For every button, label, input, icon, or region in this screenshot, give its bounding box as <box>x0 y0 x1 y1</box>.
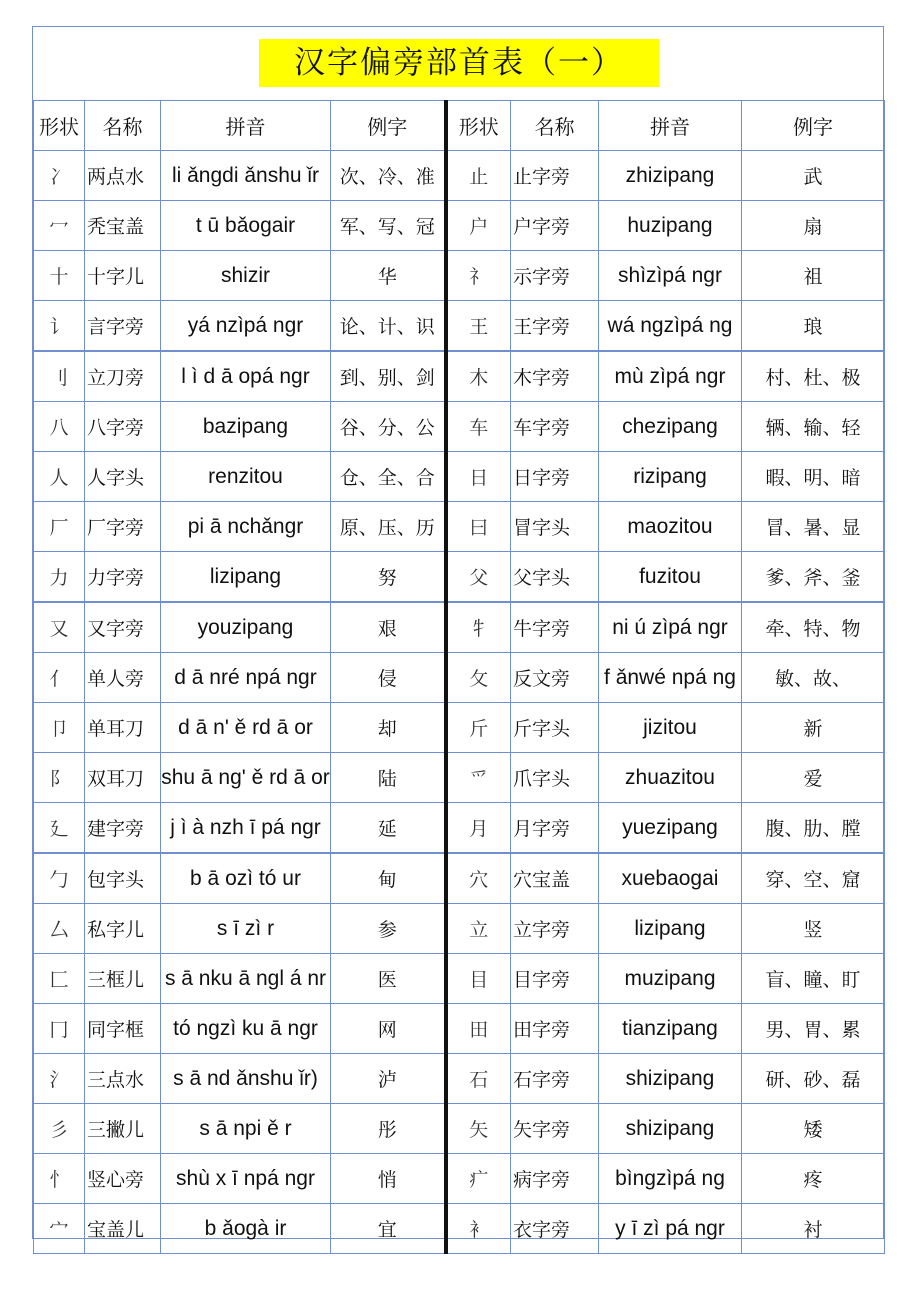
left-name-cell: 私字儿 <box>85 904 161 954</box>
left-examples-cell: 医 <box>331 954 446 1004</box>
right-shape-cell: 石 <box>446 1054 511 1104</box>
right-name-cell: 冒字头 <box>511 502 599 552</box>
right-pinyin-cell: zhuazitou <box>599 753 742 803</box>
right-pinyin-cell: y ī zì pá ngr <box>599 1204 742 1254</box>
right-shape-cell: 木 <box>446 351 511 402</box>
right-examples-cell: 男、胃、累 <box>742 1004 885 1054</box>
right-pinyin-cell: chezipang <box>599 402 742 452</box>
left-examples-cell: 努 <box>331 552 446 603</box>
right-shape-cell: 王 <box>446 301 511 352</box>
left-shape-cell: 氵 <box>34 1054 85 1104</box>
table-row <box>34 1104 885 1154</box>
left-examples-cell: 论、计、识 <box>331 301 446 352</box>
right-name-cell: 斤字头 <box>511 703 599 753</box>
right-examples-cell: 敏、故、 <box>742 653 885 703</box>
right-shape-cell: 矢 <box>446 1104 511 1154</box>
table-row <box>34 151 885 201</box>
right-name-cell: 矢字旁 <box>511 1104 599 1154</box>
left-name-cell: 言字旁 <box>85 301 161 352</box>
right-examples-cell: 武 <box>742 151 885 201</box>
right-pinyin-cell: ni ú zìpá ngr <box>599 602 742 653</box>
right-shape-cell: 衤 <box>446 1204 511 1254</box>
right-pinyin-cell: maozitou <box>599 502 742 552</box>
left-pinyin-cell: youzipang <box>161 602 331 653</box>
right-shape-cell: 月 <box>446 803 511 854</box>
right-shape-cell: 目 <box>446 954 511 1004</box>
header-cell-pinyin-right: 拼音 <box>599 101 742 151</box>
left-examples-cell: 彤 <box>331 1104 446 1154</box>
left-name-cell: 包字头 <box>85 853 161 904</box>
left-examples-cell: 侵 <box>331 653 446 703</box>
right-pinyin-cell: fuzitou <box>599 552 742 603</box>
right-shape-cell: 礻 <box>446 251 511 301</box>
left-examples-cell: 网 <box>331 1004 446 1054</box>
right-name-cell: 车字旁 <box>511 402 599 452</box>
right-examples-cell: 爹、斧、釜 <box>742 552 885 603</box>
radical-table <box>33 100 885 1254</box>
left-pinyin-cell: shizir <box>161 251 331 301</box>
left-name-cell: 三点水 <box>85 1054 161 1104</box>
right-shape-cell: 户 <box>446 201 511 251</box>
right-name-cell: 示字旁 <box>511 251 599 301</box>
right-examples-cell: 研、砂、磊 <box>742 1054 885 1104</box>
table-row <box>34 653 885 703</box>
left-pinyin-cell: pi ā nchǎngr <box>161 502 331 552</box>
right-examples-cell: 村、杜、极 <box>742 351 885 402</box>
header-cell-pinyin-left: 拼音 <box>161 101 331 151</box>
right-pinyin-cell: bìngzìpá ng <box>599 1154 742 1204</box>
left-examples-cell: 宜 <box>331 1204 446 1254</box>
header-cell-examples-left: 例字 <box>331 101 446 151</box>
left-examples-cell: 陆 <box>331 753 446 803</box>
right-pinyin-cell: shizipang <box>599 1054 742 1104</box>
left-examples-cell: 泸 <box>331 1054 446 1104</box>
left-examples-cell: 次、冷、准 <box>331 151 446 201</box>
right-pinyin-cell: jizitou <box>599 703 742 753</box>
right-shape-cell: 曰 <box>446 502 511 552</box>
right-pinyin-cell: rizipang <box>599 452 742 502</box>
right-name-cell: 衣字旁 <box>511 1204 599 1254</box>
right-shape-cell: 车 <box>446 402 511 452</box>
right-name-cell: 田字旁 <box>511 1004 599 1054</box>
right-pinyin-cell: tianzipang <box>599 1004 742 1054</box>
left-pinyin-cell: d ā n' ě rd ā or <box>161 703 331 753</box>
left-pinyin-cell: renzitou <box>161 452 331 502</box>
right-pinyin-cell: f ǎnwé npá ng <box>599 653 742 703</box>
left-shape-cell: 冂 <box>34 1004 85 1054</box>
table-row <box>34 201 885 251</box>
right-name-cell: 日字旁 <box>511 452 599 502</box>
left-examples-cell: 却 <box>331 703 446 753</box>
table-row <box>34 1154 885 1204</box>
left-name-cell: 人字头 <box>85 452 161 502</box>
left-pinyin-cell: d ā nré npá ngr <box>161 653 331 703</box>
right-name-cell: 反文旁 <box>511 653 599 703</box>
left-name-cell: 力字旁 <box>85 552 161 603</box>
left-examples-cell: 谷、分、公 <box>331 402 446 452</box>
right-shape-cell: 斤 <box>446 703 511 753</box>
right-pinyin-cell: xuebaogai <box>599 853 742 904</box>
right-name-cell: 穴宝盖 <box>511 853 599 904</box>
left-name-cell: 厂字旁 <box>85 502 161 552</box>
left-name-cell: 两点水 <box>85 151 161 201</box>
right-pinyin-cell: lizipang <box>599 904 742 954</box>
header-cell-shape-left: 形状 <box>34 101 85 151</box>
table-row <box>34 301 885 352</box>
header-cell-name-right: 名称 <box>511 101 599 151</box>
right-pinyin-cell: mù zìpá ngr <box>599 351 742 402</box>
right-shape-cell: 穴 <box>446 853 511 904</box>
left-examples-cell: 军、写、冠 <box>331 201 446 251</box>
table-row <box>34 402 885 452</box>
left-name-cell: 十字儿 <box>85 251 161 301</box>
table-row <box>34 1054 885 1104</box>
left-pinyin-cell: s ā npi ě r <box>161 1104 331 1154</box>
right-examples-cell: 扇 <box>742 201 885 251</box>
table-row <box>34 803 885 854</box>
table-row <box>34 452 885 502</box>
table-row <box>34 1004 885 1054</box>
left-pinyin-cell: b ā ozì tó ur <box>161 853 331 904</box>
right-examples-cell: 矮 <box>742 1104 885 1154</box>
left-shape-cell: 亻 <box>34 653 85 703</box>
left-name-cell: 三撇儿 <box>85 1104 161 1154</box>
right-name-cell: 父字头 <box>511 552 599 603</box>
left-shape-cell: 冖 <box>34 201 85 251</box>
title-row <box>33 27 883 101</box>
left-shape-cell: 廴 <box>34 803 85 854</box>
right-name-cell: 病字旁 <box>511 1154 599 1204</box>
header-cell-shape-right: 形状 <box>446 101 511 151</box>
right-examples-cell: 琅 <box>742 301 885 352</box>
left-shape-cell: 勹 <box>34 853 85 904</box>
radical-table-sheet <box>32 26 884 1239</box>
right-examples-cell: 祖 <box>742 251 885 301</box>
left-examples-cell: 悄 <box>331 1154 446 1204</box>
left-pinyin-cell: li ǎngdi ǎnshu ǐr <box>161 151 331 201</box>
right-examples-cell: 衬 <box>742 1204 885 1254</box>
table-row <box>34 602 885 653</box>
left-shape-cell: 冫 <box>34 151 85 201</box>
page-title: 汉字偏旁部首表（一） <box>259 39 659 87</box>
left-shape-cell: 八 <box>34 402 85 452</box>
left-name-cell: 又字旁 <box>85 602 161 653</box>
left-pinyin-cell: tó ngzì ku ā ngr <box>161 1004 331 1054</box>
right-name-cell: 木字旁 <box>511 351 599 402</box>
table-row <box>34 703 885 753</box>
left-pinyin-cell: lizipang <box>161 552 331 603</box>
right-pinyin-cell: muzipang <box>599 954 742 1004</box>
left-name-cell: 单耳刀 <box>85 703 161 753</box>
right-examples-cell: 腹、肋、膛 <box>742 803 885 854</box>
table-row <box>34 853 885 904</box>
right-name-cell: 王字旁 <box>511 301 599 352</box>
right-pinyin-cell: wá ngzìpá ng <box>599 301 742 352</box>
left-pinyin-cell: l ì d ā opá ngr <box>161 351 331 402</box>
left-shape-cell: 忄 <box>34 1154 85 1204</box>
table-row <box>34 753 885 803</box>
left-shape-cell: 卩 <box>34 703 85 753</box>
right-shape-cell: 疒 <box>446 1154 511 1204</box>
right-pinyin-cell: yuezipang <box>599 803 742 854</box>
right-shape-cell: 止 <box>446 151 511 201</box>
right-name-cell: 爪字头 <box>511 753 599 803</box>
right-examples-cell: 牵、特、物 <box>742 602 885 653</box>
right-examples-cell: 暇、明、暗 <box>742 452 885 502</box>
right-name-cell: 立字旁 <box>511 904 599 954</box>
left-pinyin-cell: yá nzìpá ngr <box>161 301 331 352</box>
right-pinyin-cell: huzipang <box>599 201 742 251</box>
right-shape-cell: 攵 <box>446 653 511 703</box>
left-examples-cell: 参 <box>331 904 446 954</box>
right-name-cell: 目字旁 <box>511 954 599 1004</box>
table-row <box>34 552 885 603</box>
left-pinyin-cell: s ā nku ā ngl á nr <box>161 954 331 1004</box>
table-body <box>34 101 885 1254</box>
left-examples-cell: 延 <box>331 803 446 854</box>
right-name-cell: 牛字旁 <box>511 602 599 653</box>
right-pinyin-cell: shìzìpá ngr <box>599 251 742 301</box>
right-examples-cell: 疼 <box>742 1154 885 1204</box>
left-shape-cell: 阝 <box>34 753 85 803</box>
left-examples-cell: 艰 <box>331 602 446 653</box>
right-examples-cell: 辆、输、轻 <box>742 402 885 452</box>
left-shape-cell: 又 <box>34 602 85 653</box>
left-examples-cell: 原、压、历 <box>331 502 446 552</box>
left-shape-cell: 力 <box>34 552 85 603</box>
left-name-cell: 建字旁 <box>85 803 161 854</box>
left-examples-cell: 甸 <box>331 853 446 904</box>
left-name-cell: 双耳刀 <box>85 753 161 803</box>
right-pinyin-cell: zhizipang <box>599 151 742 201</box>
left-pinyin-cell: j ì à nzh ī pá ngr <box>161 803 331 854</box>
left-shape-cell: 厂 <box>34 502 85 552</box>
left-name-cell: 八字旁 <box>85 402 161 452</box>
header-cell-name-left: 名称 <box>85 101 161 151</box>
left-name-cell: 宝盖儿 <box>85 1204 161 1254</box>
right-shape-cell: 爫 <box>446 753 511 803</box>
right-examples-cell: 冒、暑、显 <box>742 502 885 552</box>
left-shape-cell: 人 <box>34 452 85 502</box>
right-examples-cell: 盲、瞳、盯 <box>742 954 885 1004</box>
right-shape-cell: 日 <box>446 452 511 502</box>
right-name-cell: 石字旁 <box>511 1054 599 1104</box>
left-pinyin-cell: s ā nd ǎnshu ǐr) <box>161 1054 331 1104</box>
left-examples-cell: 华 <box>331 251 446 301</box>
left-shape-cell: 讠 <box>34 301 85 352</box>
left-shape-cell: 匚 <box>34 954 85 1004</box>
left-pinyin-cell: shu ā ng' ě rd ā or <box>161 753 331 803</box>
left-pinyin-cell: shù x ī npá ngr <box>161 1154 331 1204</box>
right-shape-cell: 田 <box>446 1004 511 1054</box>
table-row <box>34 251 885 301</box>
left-shape-cell: 厶 <box>34 904 85 954</box>
right-pinyin-cell: shizipang <box>599 1104 742 1154</box>
left-name-cell: 竖心旁 <box>85 1154 161 1204</box>
table-row <box>34 351 885 402</box>
right-examples-cell: 竖 <box>742 904 885 954</box>
right-examples-cell: 爱 <box>742 753 885 803</box>
left-shape-cell: 彡 <box>34 1104 85 1154</box>
header-row <box>34 101 885 151</box>
right-shape-cell: 父 <box>446 552 511 603</box>
left-pinyin-cell: t ū bǎogair <box>161 201 331 251</box>
left-name-cell: 三框儿 <box>85 954 161 1004</box>
left-name-cell: 立刀旁 <box>85 351 161 402</box>
table-row <box>34 954 885 1004</box>
left-pinyin-cell: bazipang <box>161 402 331 452</box>
right-name-cell: 月字旁 <box>511 803 599 854</box>
left-name-cell: 单人旁 <box>85 653 161 703</box>
table-row <box>34 502 885 552</box>
right-name-cell: 户字旁 <box>511 201 599 251</box>
left-examples-cell: 仓、全、合 <box>331 452 446 502</box>
right-examples-cell: 穿、空、窟 <box>742 853 885 904</box>
right-shape-cell: 立 <box>446 904 511 954</box>
header-cell-examples-right: 例字 <box>742 101 885 151</box>
right-examples-cell: 新 <box>742 703 885 753</box>
right-shape-cell: 牜 <box>446 602 511 653</box>
right-name-cell: 止字旁 <box>511 151 599 201</box>
table-row <box>34 1204 885 1254</box>
left-shape-cell: 宀 <box>34 1204 85 1254</box>
left-pinyin-cell: b ǎogà ir <box>161 1204 331 1254</box>
left-name-cell: 秃宝盖 <box>85 201 161 251</box>
table-row <box>34 904 885 954</box>
left-shape-cell: 刂 <box>34 351 85 402</box>
left-examples-cell: 到、别、剑 <box>331 351 446 402</box>
left-name-cell: 同字框 <box>85 1004 161 1054</box>
left-pinyin-cell: s ī zì r <box>161 904 331 954</box>
left-shape-cell: 十 <box>34 251 85 301</box>
